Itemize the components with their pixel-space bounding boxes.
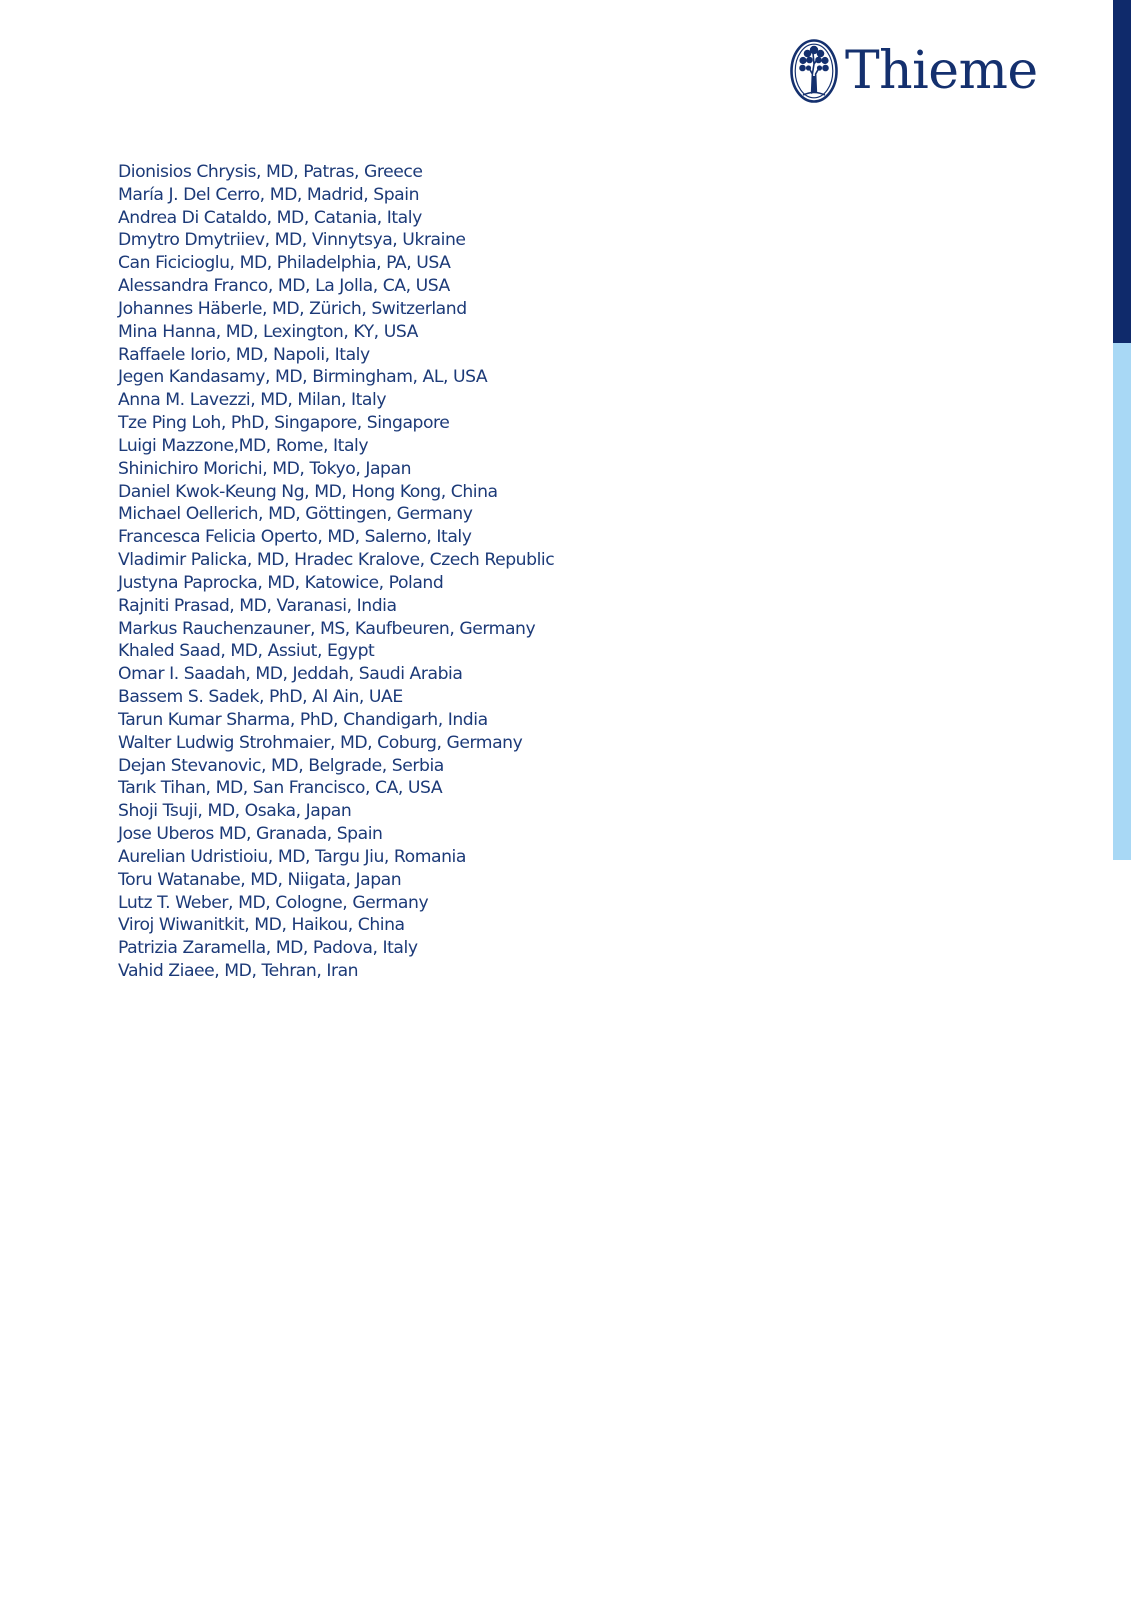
board-member: Johannes Häberle, MD, Zürich, Switzerland (118, 298, 467, 319)
board-member: Can Ficicioglu, MD, Philadelphia, PA, USA (118, 253, 451, 274)
board-member: Tarun Kumar Sharma, PhD, Chandigarh, India (118, 709, 488, 730)
board-member: Aurelian Udristioiu, MD, Targu Jiu, Romania (118, 846, 466, 867)
board-member: Omar I. Saadah, MD, Jeddah, Saudi Arabia (118, 664, 463, 685)
board-member: Shoji Tsuji, MD, Osaka, Japan (118, 801, 352, 822)
board-member: Alessandra Franco, MD, La Jolla, CA, USA (118, 276, 450, 297)
board-member: Rajniti Prasad, MD, Varanasi, India (118, 595, 397, 616)
logo-wordmark: Thieme (845, 41, 1038, 101)
board-member: Mina Hanna, MD, Lexington, KY, USA (118, 321, 418, 342)
board-member: Dionisios Chrysis, MD, Patras, Greece (118, 162, 423, 182)
board-member: Walter Ludwig Strohmaier, MD, Coburg, Germany (118, 732, 523, 753)
thieme-logo (789, 36, 1038, 106)
board-member: Anna M. Lavezzi, MD, Milan, Italy (118, 390, 387, 411)
board-member: Raffaele Iorio, MD, Napoli, Italy (118, 344, 370, 365)
brand-edge-bar-dark (1113, 0, 1131, 343)
board-member: María J. Del Cerro, MD, Madrid, Spain (118, 184, 420, 205)
board-member: Vahid Ziaee, MD, Tehran, Iran (118, 960, 359, 981)
board-member: Dmytro Dmytriiev, MD, Vinnytsya, Ukraine (118, 230, 466, 251)
board-member: Daniel Kwok-Keung Ng, MD, Hong Kong, China (118, 481, 498, 502)
board-member: Justyna Paprocka, MD, Katowice, Poland (118, 572, 444, 593)
board-member: Dejan Stevanovic, MD, Belgrade, Serbia (118, 755, 444, 776)
board-member: Tze Ping Loh, PhD, Singapore, Singapore (118, 413, 450, 434)
board-member: Vladimir Palicka, MD, Hradec Kralove, Czech Republic (118, 550, 555, 571)
brand-edge-bar-light (1113, 343, 1131, 860)
board-member: Khaled Saad, MD, Assiut, Egypt (118, 641, 375, 662)
editorial-board-list (118, 161, 554, 983)
tree-emblem-icon (789, 38, 839, 104)
board-member: Jose Uberos MD, Granada, Spain (118, 824, 383, 845)
board-member: Luigi Mazzone,MD, Rome, Italy (118, 435, 369, 456)
board-member: Patrizia Zaramella, MD, Padova, Italy (118, 938, 418, 959)
board-member: Toru Watanabe, MD, Niigata, Japan (118, 869, 402, 890)
board-member: Bassem S. Sadek, PhD, Al Ain, UAE (118, 687, 403, 708)
board-member: Michael Oellerich, MD, Göttingen, Germany (118, 504, 473, 525)
board-member: Markus Rauchenzauner, MS, Kaufbeuren, Germany (118, 618, 536, 639)
board-member: Shinichiro Morichi, MD, Tokyo, Japan (118, 458, 412, 479)
board-member: Jegen Kandasamy, MD, Birmingham, AL, USA (118, 367, 488, 388)
board-member: Andrea Di Cataldo, MD, Catania, Italy (118, 207, 422, 228)
board-member: Tarık Tihan, MD, San Francisco, CA, USA (118, 778, 443, 799)
board-member: Francesca Felicia Operto, MD, Salerno, Italy (118, 527, 472, 548)
board-member: Lutz T. Weber, MD, Cologne, Germany (118, 892, 429, 913)
brand-edge-bar (1113, 0, 1131, 860)
board-member: Viroj Wiwanitkit, MD, Haikou, China (118, 915, 405, 936)
